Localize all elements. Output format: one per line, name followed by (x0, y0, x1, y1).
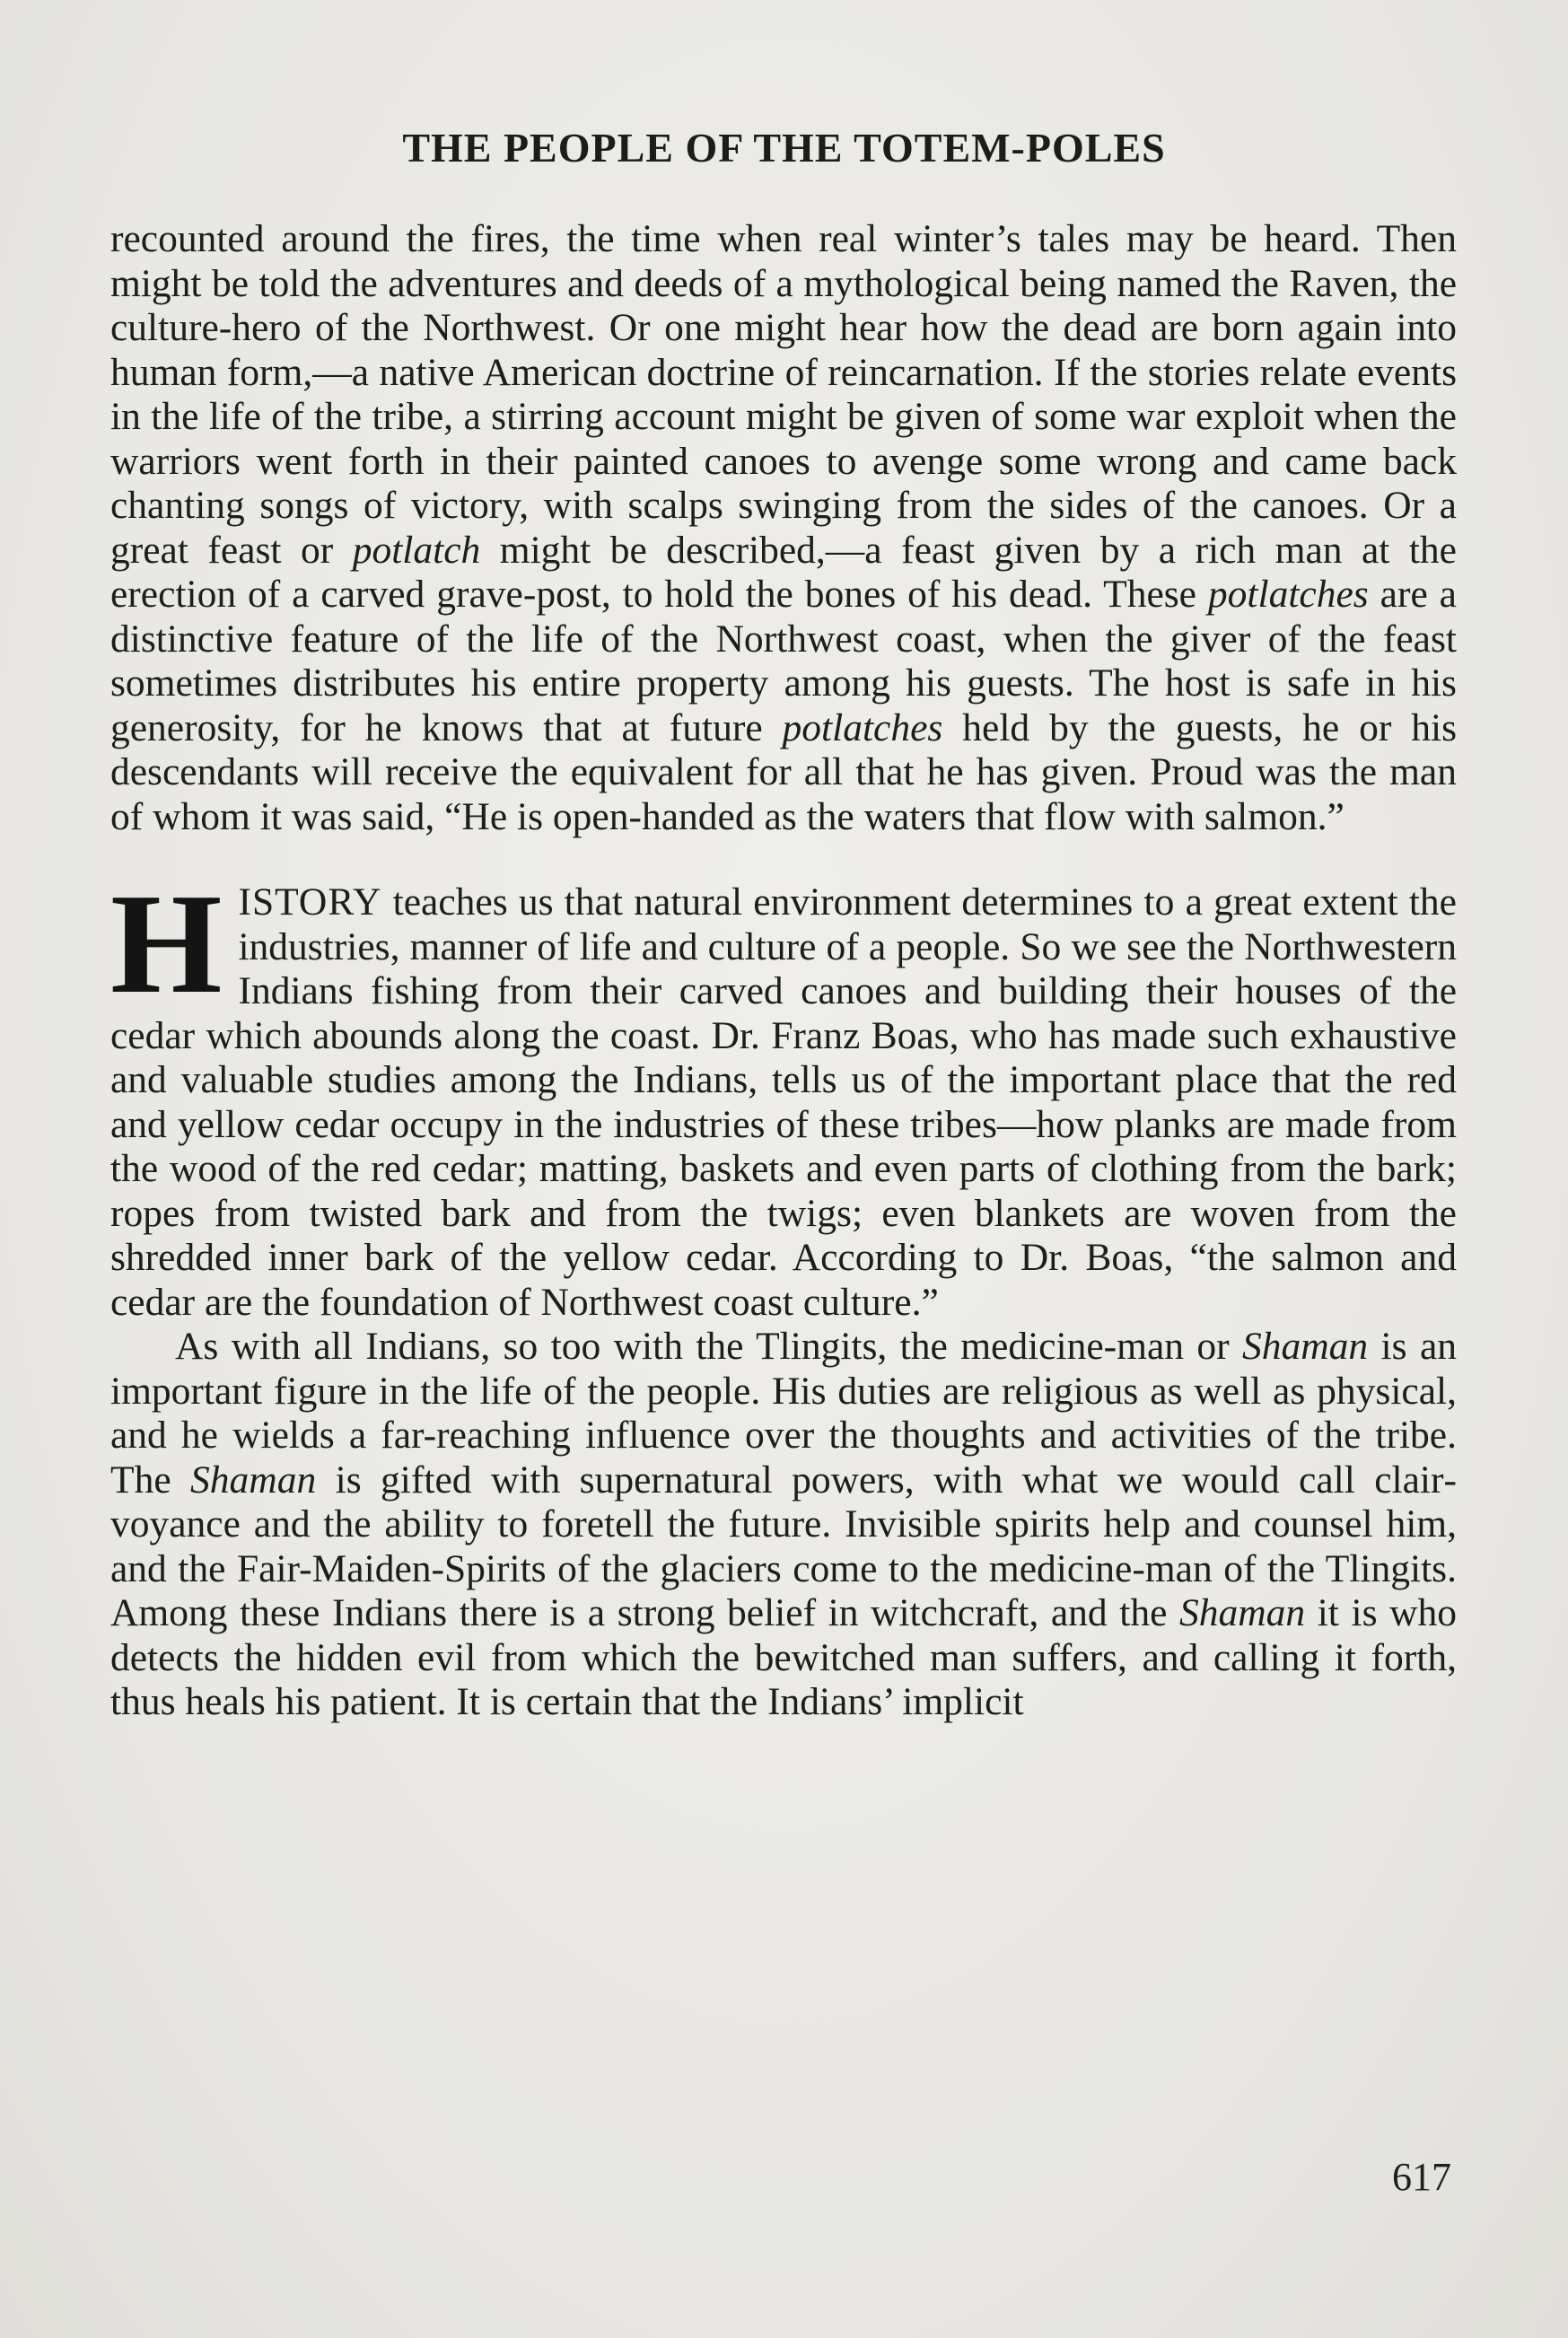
italic-term: Shaman (1178, 1591, 1306, 1634)
body-text (110, 217, 1457, 1725)
text-span: is gifted with supernatural powers, with what we would call clairvoyance and the ability to foretell the future. Invisible spirits help and counsel him, and the Fair-Maiden-Spirits of the glaciers come to the medicine-man of the Tlingits. Among these Indians there is a strong belief in witchcraft, and the (110, 1458, 1457, 1634)
italic-term: Shaman (190, 1458, 317, 1502)
text-span: is an important figure in the life of the people. His duties are religious as well as physical, and he wields a far-reaching influence over the thoughts and activities of the tribe. The (110, 1325, 1458, 1502)
text-span: As with all Indians, so too with the Tlingits, the medicine-man or (175, 1325, 1242, 1368)
italic-term: potlatches (782, 705, 943, 749)
text-span: teaches us that natural environment determines to a great extent the industries, manner of life and culture of a people. So we see the Northwestern Indians fishing from their carved canoes and building their houses of the cedar which abounds along the coast. Dr. Franz Boas, who has made such exhaustive and valuable studies among the Indians, tells us of the important place that the red and yellow cedar occupy in the industries of these tribes—how planks are made from the wood of the red cedar; matting, baskets and even parts of clothing from the bark; ropes from twisted bark and from the twigs; even blankets are woven from the shredded inner bark of the yellow cedar. According to Dr. Boas, “the salmon and cedar are the foundation of Northwest coast culture.” (110, 880, 1457, 1324)
italic-term: potlatches (1207, 573, 1369, 616)
text-span: recounted around the fires, the time when real winter’s tales may be heard. Then might be told the adventures and deeds of a mythological being named the Raven, the culture-hero of the Northwest. Or one might hear how the dead are born again into human form,—a native American doctrine of reincarnation. If the stories relate events in the life of the tribe, a stirring account might be given of some war exploit when the warriors went forth in their painted canoes to avenge some wrong and came back chanting songs of victory, with scalps swinging from the sides of the canoes. Or a great feast or (110, 217, 1457, 572)
text-span: are a distinctive feature of the life of the Northwest coast, when the giver of the feast sometimes distributes his entire property among his guests. The host is safe in his generosity, for he knows that at future (110, 573, 1457, 749)
small-caps-lead: ISTORY (238, 880, 382, 924)
page-number: 617 (1392, 2155, 1451, 2199)
paragraph-shaman (110, 1325, 1457, 1725)
paragraph-continued (110, 217, 1457, 839)
italic-term: Shaman (1242, 1325, 1369, 1368)
text-span: it is who detects the hidden evil from which the bewitched man suffers, and calling it forth, thus heals his patient. It is certain that the Indians’ implicit (110, 1591, 1457, 1723)
paragraph-history (110, 863, 1457, 1325)
text-span: held by the guests, he or his descendants will receive the equivalent for all that he has given. Proud was the man of whom it was said, “He is open-handed as the waters that flow with salmon.” (110, 705, 1458, 838)
drop-cap: H (110, 863, 223, 1023)
running-head: THE PEOPLE OF THE TOTEM-POLES (402, 125, 1166, 171)
italic-term: potlatch (352, 528, 481, 572)
text-span: might be described,—a feast given by a rich man at the erection of a carved grave-post, to hold the bones of his dead. These (110, 528, 1457, 616)
